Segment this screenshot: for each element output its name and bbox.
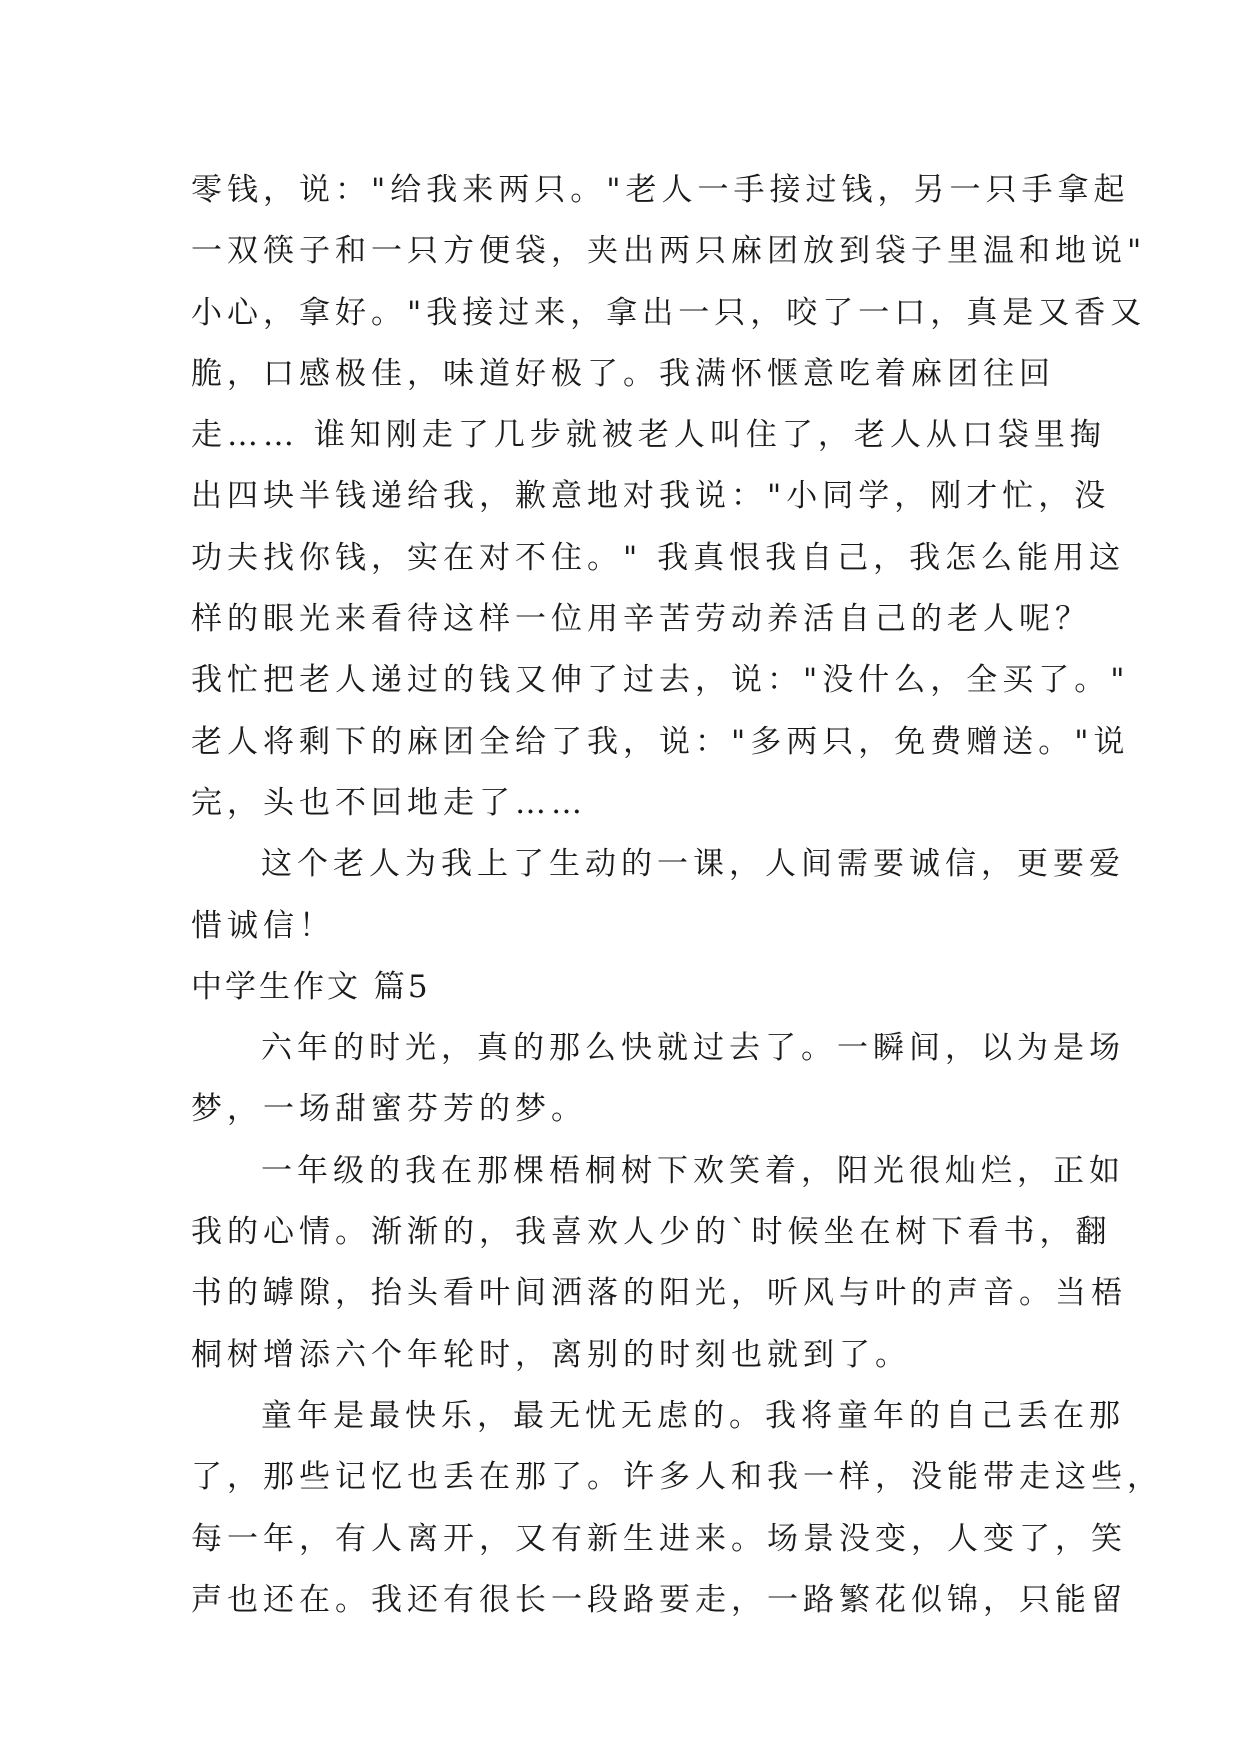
text-line: 惜诚信！: [191, 907, 335, 944]
text-line: 走…… 谁知刚走了几步就被老人叫住了，老人从口袋里掏: [191, 417, 1106, 454]
text-line: 功夫找你钱，实在对不住。" 我真恨我自己，我怎么能用这: [191, 539, 1126, 576]
text-line: 零钱，说："给我来两只。"老人一手接过钱，另一只手拿起: [191, 172, 1130, 208]
text-line: 出四块半钱递给我，歉意地对我说："小同学，刚才忙，没: [191, 478, 1111, 515]
text-line: 书的罅隙，抬头看叶间洒落的阳光，听风与叶的声音。当梧: [191, 1275, 1127, 1312]
text-line: 样的眼光来看待这样一位用辛苦劳动养活自己的老人呢？: [191, 601, 1091, 638]
text-line: 我忙把老人递过的钱又伸了过去，说："没什么，全买了。": [191, 662, 1130, 699]
paragraph-first-line: 这个老人为我上了生动的一课，人间需要诚信，更要爱: [261, 846, 1125, 883]
text-line: 梦，一场甜蜜芬芳的梦。: [191, 1091, 587, 1128]
text-line: 老人将剩下的麻团全给了我，说："多两只，免费赠送。"说: [191, 723, 1130, 760]
text-line: 脆，口感极佳，味道好极了。我满怀惬意吃着麻团往回: [191, 355, 1055, 392]
paragraph-first-line: 童年是最快乐，最无忧无虑的。我将童年的自己丢在那: [261, 1397, 1125, 1434]
text-line: 我的心情。渐渐的，我喜欢人少的`时候坐在树下看书，翻: [191, 1214, 1112, 1251]
document-page: [191, 160, 1163, 1631]
paragraph-first-line: 一年级的我在那棵梧桐树下欢笑着，阳光很灿烂，正如: [261, 1152, 1125, 1189]
section-heading: 中学生作文 篇5: [191, 968, 431, 1005]
text-line: 每一年，有人离开，又有新生进来。场景没变，人变了，笑: [191, 1520, 1127, 1557]
text-line: 完，头也不回地走了……: [191, 784, 587, 821]
text-line: 一双筷子和一只方便袋，夹出两只麻团放到袋子里温和地说": [191, 233, 1147, 270]
paragraph-first-line: 六年的时光，真的那么快就过去了。一瞬间，以为是场: [261, 1030, 1125, 1067]
text-line: 桐树增添六个年轮时，离别的时刻也就到了。: [191, 1336, 911, 1373]
text-line: 声也还在。我还有很长一段路要走，一路繁花似锦，只能留: [191, 1581, 1127, 1618]
text-line: 了，那些记忆也丢在那了。许多人和我一样，没能带走这些，: [191, 1459, 1163, 1496]
text-line: 小心，拿好。"我接过来，拿出一只，咬了一口，真是又香又: [191, 294, 1147, 331]
